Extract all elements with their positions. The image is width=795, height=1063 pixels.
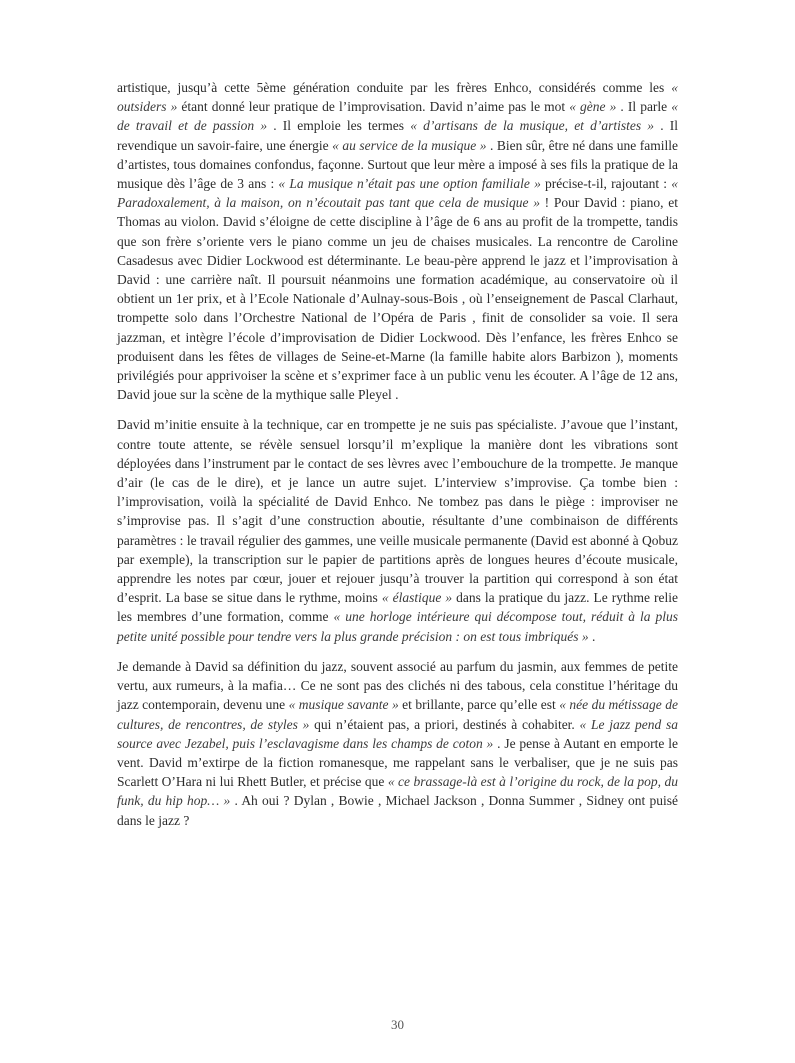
quote-segment: « élastique » <box>381 590 453 606</box>
page-body <box>117 78 678 841</box>
text-segment: . Il parle <box>616 99 672 115</box>
text-segment: . <box>588 628 596 644</box>
quote-segment: « outsiders » <box>117 80 678 115</box>
text-segment: ! Pour David : piano, et Thomas au violon. David s’éloigne de cette discipline à l’âge de 6 ans au profit de la trompette, tandis que son frère s’oriente vers le piano comme un jeu de chaises musicales. La rencontre de Caroline Casadesus avec Didier Lockwood est déterminante. Le beau-père apprend le jazz et l’improvisation à David : une carrière naît. Il poursuit néanmoins une formation académique, au conservatoire où il obtient un 1er prix, et à l’Ecole Nationale d’Aulnay-sous-Bois , où l’enseignement de Pascal Clarhaut, trompette solo dans l’Orchestre National de l’Opéra de Paris , finit de consolider sa voie. Il sera jazzman, et intègre l’école d’improvisation de Didier Lockwood. Dès l’enfance, les frères Enhco se produisent dans les fêtes de villages de Seine-et-Marne (la famille habite alors Barbizon ), moments privilégiés pour apprivoiser la scène et s’exprimer face à un public venu les écouter. A l’âge de 12 ans, David joue sur la scène de la mythique salle Pleyel . <box>117 195 678 403</box>
quote-segment: « ce brassage-là est à l’origine du rock, de la pop, du funk, du hip hop… » <box>117 774 679 809</box>
text-segment: . Bien sûr, être né dans une famille d’artistes, tous domaines confondus, façonne. Surtout que leur mère a imposé à ses fils la pratique de la musique dès l’âge de 3 ans : <box>117 137 678 192</box>
quote-segment: « Paradoxalement, à la maison, on n’écoutait pas tant que cela de musique » <box>117 176 678 211</box>
paragraph-1 <box>117 78 678 404</box>
page-number: 30 <box>391 1017 404 1032</box>
quote-segment: « d’artisans de la musique, et d’artistes » <box>410 118 655 134</box>
text-segment: qui n’étaient pas, a priori, destinés à cohabiter. <box>309 716 580 732</box>
quote-segment: « de travail et de passion » <box>117 99 678 134</box>
quote-segment: « Le jazz pend sa source avec Jezabel, puis l’esclavagisme dans les champs de coton » <box>117 716 678 751</box>
quote-segment: « une horloge intérieure qui décompose tout, réduit à la plus petite unité possible pour tendre vers la plus grande précision : on est tous imbriqués » <box>117 609 678 644</box>
text-segment: précise-t-il, rajoutant : <box>540 176 672 192</box>
text-segment: Je demande à David sa définition du jazz, souvent associé au parfum du jasmin, aux femmes de petite vertu, aux rumeurs, à la mafia… Ce ne sont pas des clichés ni des tabous, cela constitue l’héritage du jazz contemporain, devenu une <box>117 658 678 713</box>
text-segment: David m’initie ensuite à la technique, car en trompette je ne suis pas spécialiste. J’avoue que l’instant, contre toute attente, se révèle sensuel lorsqu’il m’explique la manière dont les vibrations sont déployées dans l’instrument par le contact de ses lèvres avec l’embouchure de la trompette. Je manque d’air (le cas de le dire), et je lance un autre sujet. L’interview s’improvise. Ça tombe bien : l’improvisation, voilà la spécialité de David Enhco. Ne tombez pas dans le piège : improviser ne s’improvise pas. Il s’agit d’une construction aboutie, résultante d’une combinaison de différents paramètres : le travail régulier des gammes, une veille musicale permanente (David est abonné à Qobuz par exemple), la transcription sur le papier de partitions après de longues heures d’écoute musicale, apprendre les notes par cœur, jouer et rejouer jusqu’à trouver la partition qui correspond à son état d’esprit. La base se situe dans le rythme, moins <box>117 417 678 606</box>
paragraph-3 <box>117 657 678 830</box>
text-segment: . Je pense à Autant en emporte le vent. David m’extirpe de la fiction romanesque, me rappelant sans le verbaliser, que je ne suis pas Scarlett O’Hara ni lui Rhett Butler, et précise que <box>117 735 678 790</box>
quote-segment: « La musique n’était pas une option familiale » <box>278 176 541 192</box>
text-segment: dans la pratique du jazz. Le rythme relie les membres d’une formation, comme <box>117 590 679 625</box>
text-segment: étant donné leur pratique de l’improvisation. David n’aime pas le mot <box>177 99 570 115</box>
text-segment: et brillante, parce qu’elle est <box>398 697 560 713</box>
paragraph-2 <box>117 415 678 645</box>
text-segment: . Ah oui ? Dylan , Bowie , Michael Jackson , Donna Summer , Sidney ont puisé dans le jazz ? <box>117 793 678 828</box>
text-segment: . Il emploie les termes <box>267 118 411 134</box>
quote-segment: « musique savante » <box>288 697 399 713</box>
text-segment: . Il revendique un savoir-faire, une énergie <box>117 118 678 153</box>
quote-segment: « au service de la musique » <box>332 137 487 153</box>
quote-segment: « gène » <box>569 99 617 115</box>
text-segment: artistique, jusqu’à cette 5ème génération conduite par les frères Enhco, considérés comme les <box>117 80 672 95</box>
quote-segment: « née du métissage de cultures, de rencontres, de styles » <box>117 697 678 732</box>
